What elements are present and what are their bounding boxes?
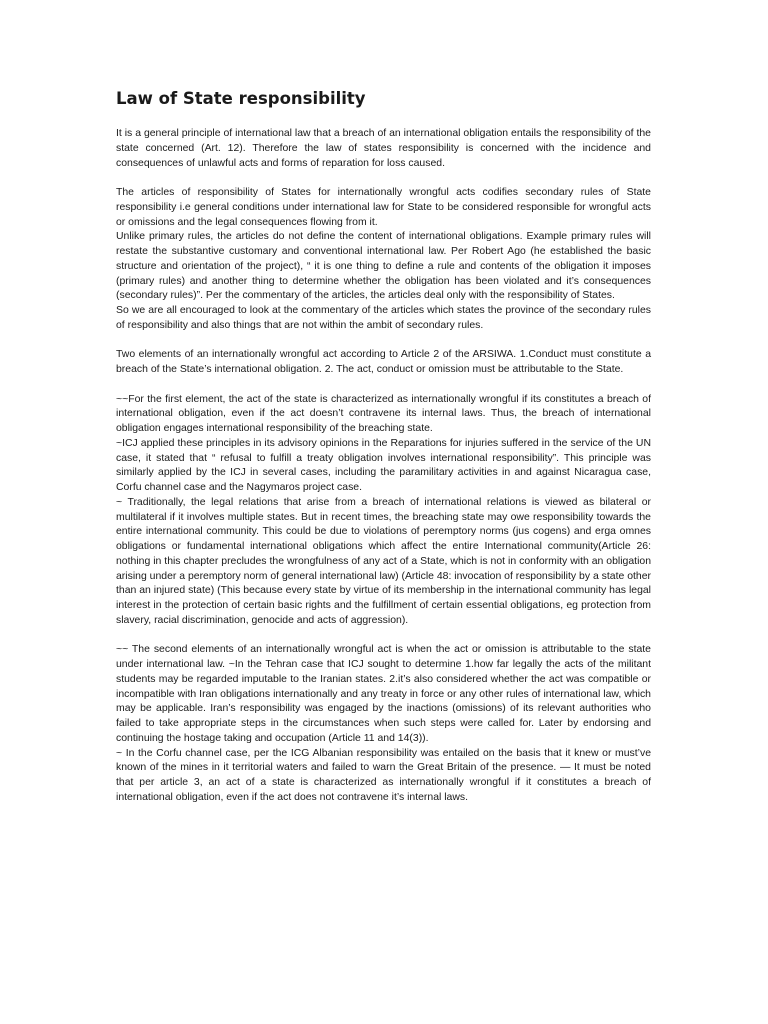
- paragraph-spacer: [116, 334, 651, 349]
- paragraph-spacer: [116, 378, 651, 393]
- paragraph-commentary: So we are all encouraged to look at the commentary of the articles which states the province of the secondary rules of responsibility and also things that are not within the ambit of secondary rules.: [116, 305, 651, 331]
- paragraph-traditionally: ~ Traditionally, the legal relations that arise from a breach of international relations is viewed as bilateral or multilateral if it involves multiple states. But in recent times, the breaching state may owe responsibility towards the entire international community. This could be due to violations of peremptory norms (jus cogens) and erga omnes obligations or fundamental international obligations which affect the entire International community(Article 26: nothing in this chapter precludes the wrongfulness of any act of a State, which is not in conformity with an obligation arising under a peremptory norm of general international law) (Article 48: invocation of responsibility by a state other than an injured state) (This because every state by virtue of its membership in the international community has legal interest in the protection of certain basic rights and the fulfillment of certain essential obligations, eg protection from slavery, racial discrimination, genocide and acts of aggression).: [116, 496, 651, 626]
- document-content: [116, 88, 651, 806]
- paragraph-two-elements: Two elements of an internationally wrongful act according to Article 2 of the ARSIWA. 1.Conduct must constitute a breach of the State’s international obligation. 2. The act, conduct or omission must be attributable to the State.: [116, 349, 651, 375]
- paragraph-general-principle: It is a general principle of international law that a breach of an international obligation entails the responsibility of the state concerned (Art. 12). Therefore the law of states responsibility is concerned with the incidence and consequences of unlawful acts and forms of reparation for loss caused.: [116, 128, 651, 169]
- paragraph-corfu-channel: ~ In the Corfu channel case, per the ICG Albanian responsibility was entailed on the basis that it knew or must’ve known of the mines in it territorial waters and failed to warn the Great Britain of the presence. — It must be noted that per article 3, an act of a state is characterized as internationally wrongful if it constitutes a breach of international obligation, even if the act does not contravene it’s internal laws.: [116, 747, 651, 803]
- paragraph-primary-rules: Unlike primary rules, the articles do not define the content of international obligations. Example primary rules will restate the substantive customary and conventional international law. Per Robert Ago (he established the basic structure and orientation of the project), “ it is one thing to define a rule and contents of the obligation it imposes (primary rules) and another thing to determine whether the obligation has been violated and it’s consequences (secondary rules)”. Per the commentary of the articles, the articles deal only with the responsibility of States.: [116, 231, 651, 302]
- paragraph-spacer: [116, 629, 651, 644]
- paragraph-icj-advisory: ~ICJ applied these principles in its advisory opinions in the Reparations for injuries suffered in the service of the UN case, it stated that “ refusal to fulfill a treaty obligation involves international responsibility”. This principle was similarly applied by the ICJ in several cases, including the paramilitary activities in and against Nicaragua case, Corfu channel case and the Nagymaros project case.: [116, 437, 651, 493]
- paragraph-articles-responsibility: The articles of responsibility of States for internationally wrongful acts codifies secondary rules of State responsibility i.e general conditions under international law for State to be considered responsible for wrongful acts or omissions and the legal consequences flowing from it.: [116, 187, 651, 228]
- document-title: Law of State responsibility: [116, 89, 366, 108]
- paragraph-second-element: ~~ The second elements of an internationally wrongful act is when the act or omission is attributable to the state under international law. ~In the Tehran case that ICJ sought to determine 1.how far legally the acts of the militant students may be regarded imputable to the Iranian states. 2.it’s also considered whether the act was compatible or incompatible with Iran obligations internationally and any treaty in force or any other rules of international law, which may be applicable. Iran’s responsibility was engaged by the inactions (omissions) of its relevant authorities who failed to take appropriate steps in the circumstances when such steps were called for. Later by endorsing and continuing the hostage taking and occupation (Article 11 and 14(3)).: [116, 644, 651, 744]
- paragraph-first-element: ~~For the first element, the act of the state is characterized as internationally wrongful if its constitutes a breach of international obligation, even if the act doesn’t contravene its internal laws. Thus, the breach of international obligation engages international responsibility of the breaching state.: [116, 393, 651, 434]
- paragraph-spacer: [116, 171, 651, 186]
